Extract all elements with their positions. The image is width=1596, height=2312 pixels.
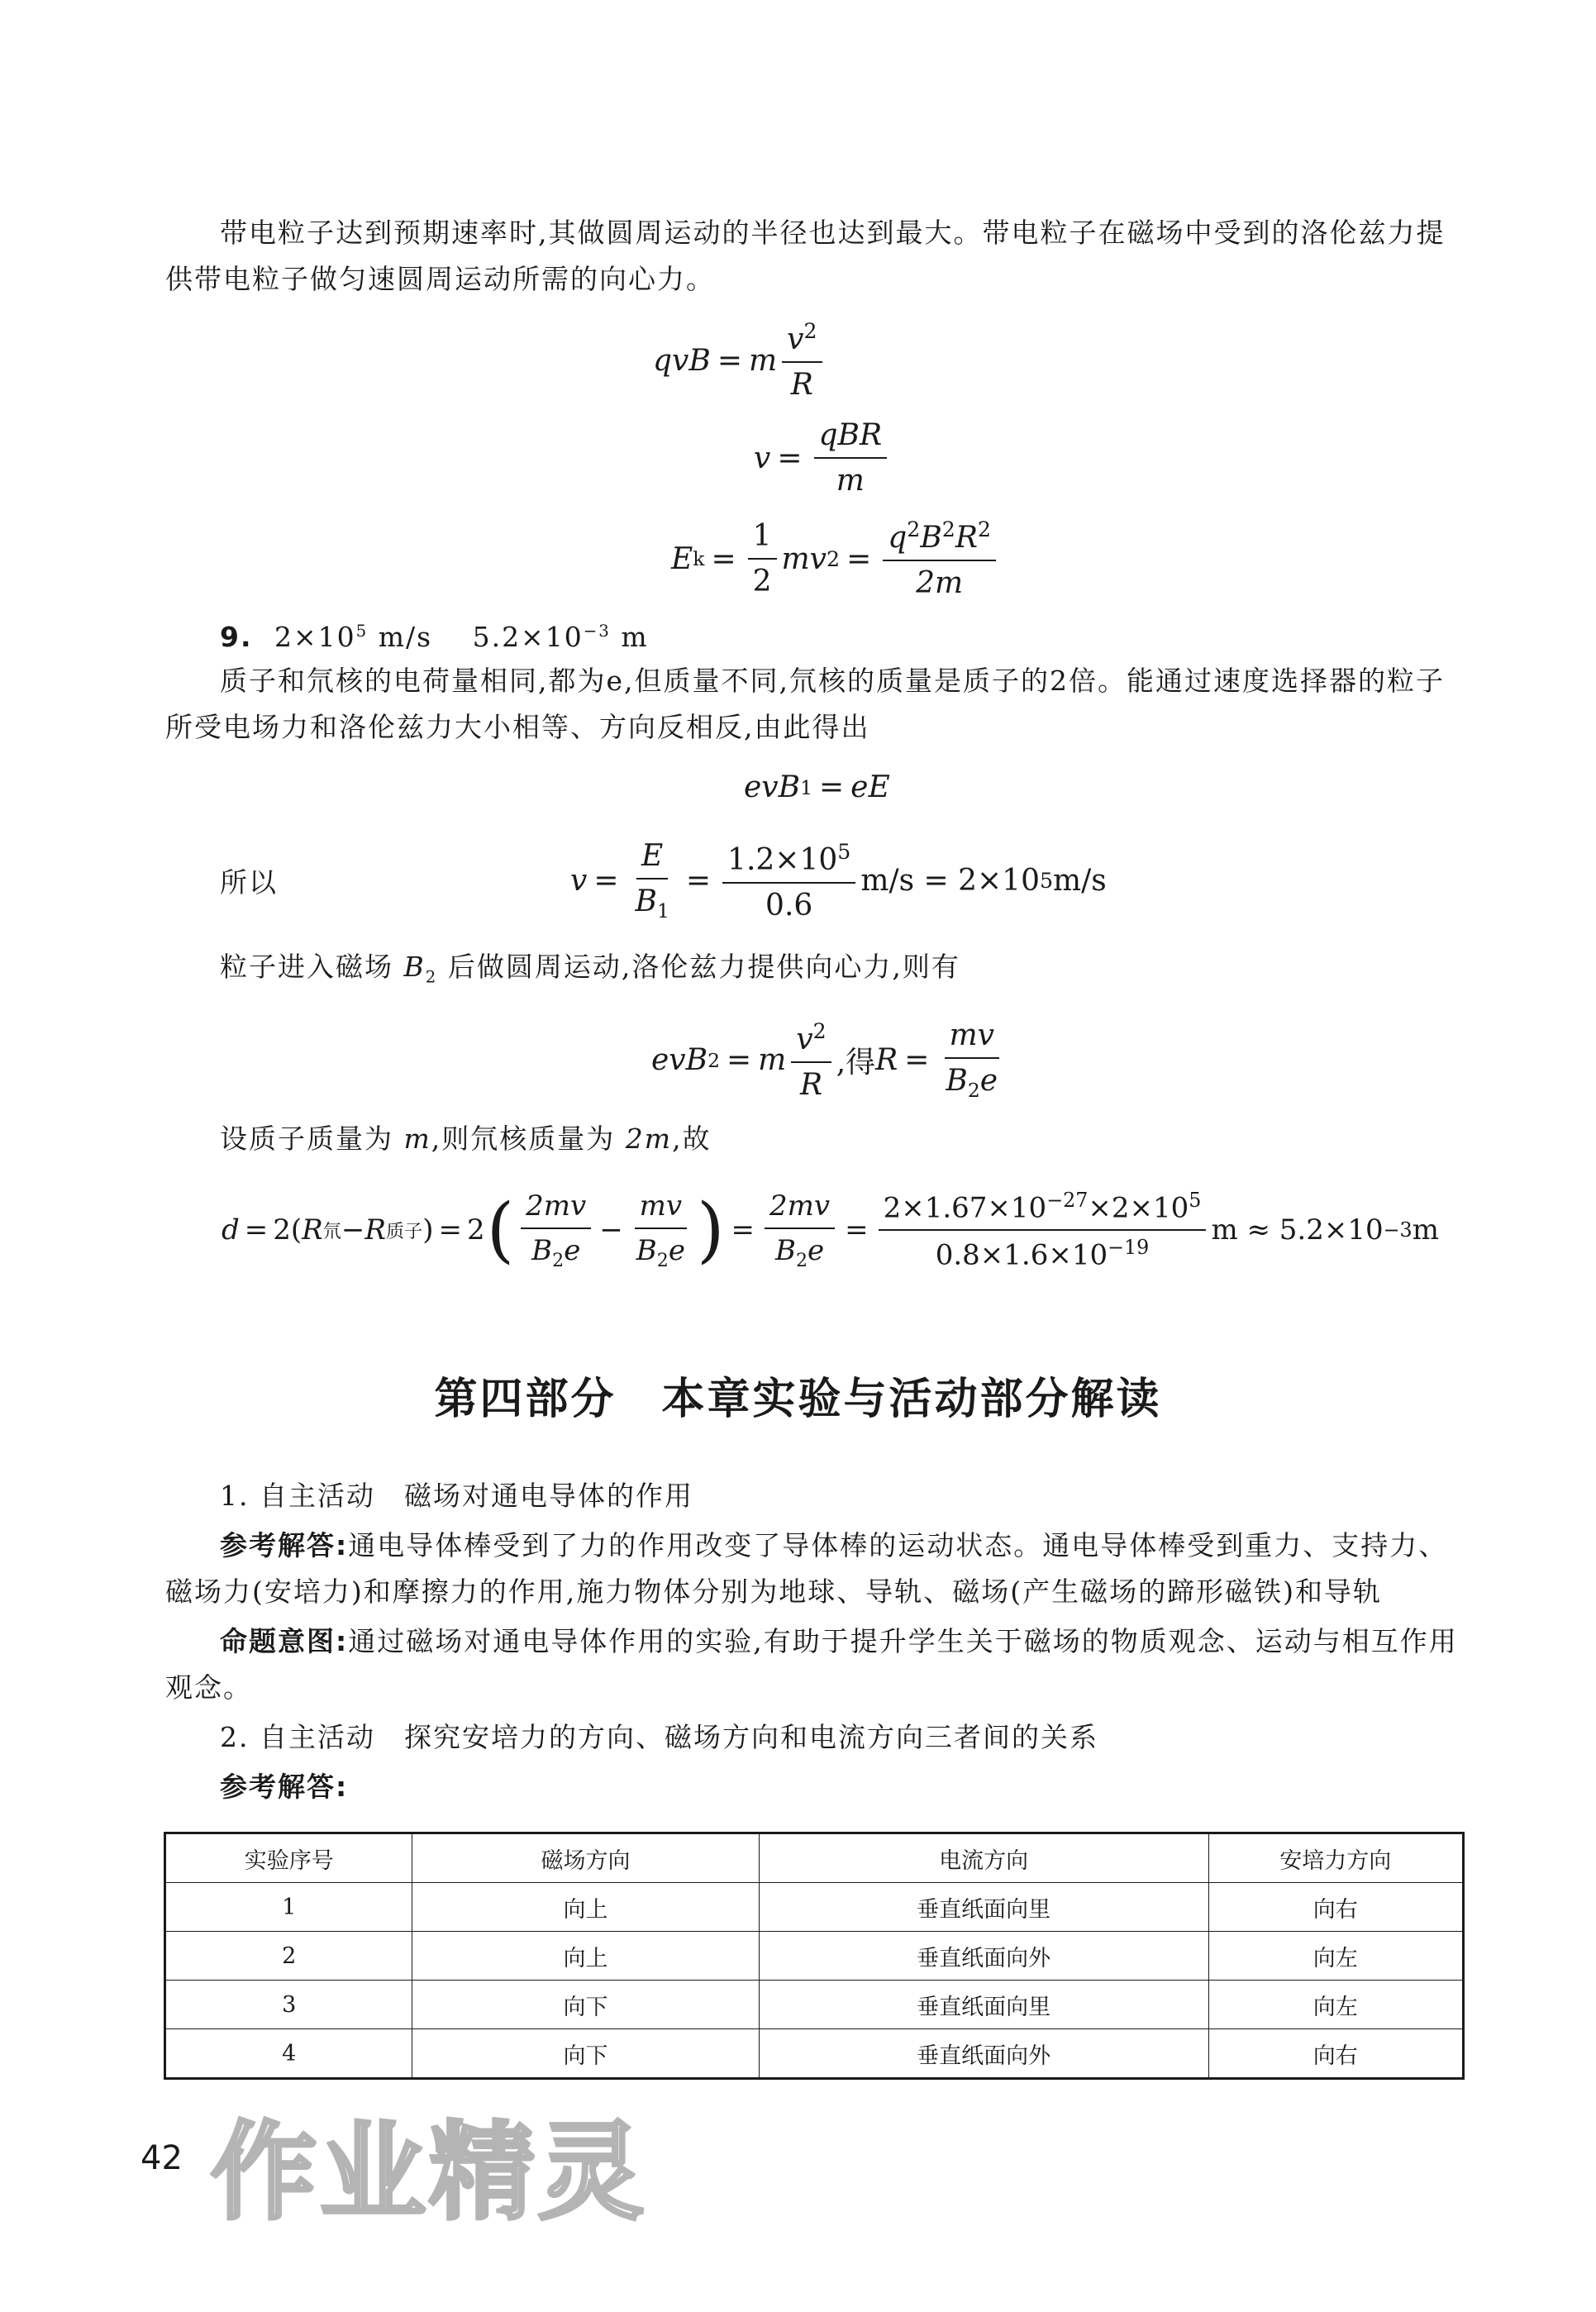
eq7-f4-den: 0.8×1.6×10	[935, 1238, 1108, 1272]
eq5-tail-sup: 5	[1039, 869, 1054, 894]
eq3-b: B	[920, 521, 942, 555]
q9-para3-m: m	[403, 1123, 431, 1155]
activity1-answer-text: 通电导体棒受到了力的作用改变了导体棒的运动状态。通电导体棒受到重力、支持力、磁场力(安培力)和摩擦力的作用,施力物体分别为地球、导轨、磁场(产生磁场的蹄形磁铁)和导轨	[165, 1529, 1448, 1608]
table-cell: 垂直纸面向外	[759, 2029, 1208, 2079]
eq7-equals-4: =	[845, 1213, 869, 1247]
q9-para3-c: ,故	[672, 1123, 712, 1155]
equation-lorentz-centripetal	[653, 319, 827, 402]
equation-radius	[651, 1018, 1008, 1102]
eq7-two: 2	[466, 1213, 485, 1247]
q9-para3-a: 设质子质量为	[220, 1123, 404, 1155]
eq5-tail: m/s = 2×10	[860, 864, 1040, 899]
eq6-r: R	[875, 1043, 898, 1078]
eq6-equals: =	[727, 1043, 752, 1078]
eq3-f1-num: 1	[748, 519, 777, 560]
eq7-f2-den-sub: 2	[656, 1249, 669, 1271]
eq7-r2-sub: 质子	[386, 1220, 423, 1242]
activity2-answer	[165, 1764, 1463, 1810]
eq1-fraction	[782, 319, 822, 402]
q9-para3-2m: 2m	[625, 1123, 673, 1155]
eq7-close: )	[422, 1213, 434, 1247]
eq3-half-fraction	[748, 519, 777, 598]
eq5-tail-unit: m/s	[1053, 864, 1107, 899]
eq1-lhs: qvB	[653, 343, 711, 378]
equation-velocity	[754, 418, 892, 498]
q9-para3-b: ,则氘核质量为	[431, 1123, 626, 1155]
eq7-fraction-4	[879, 1189, 1207, 1272]
q9-answer-line	[165, 608, 1463, 660]
eq2-den: m	[836, 464, 865, 498]
table-cell: 1	[165, 1883, 412, 1932]
equation-separation	[222, 1189, 1439, 1272]
activity1-answer	[165, 1523, 1463, 1615]
activity1-answer-label: 参考解答:	[220, 1529, 349, 1561]
section-heading: 第四部分 本章实验与活动部分解读	[434, 1375, 1162, 1424]
page-number: 42	[141, 2139, 183, 2177]
activity2-answer-label: 参考解答:	[220, 1771, 349, 1803]
eq6-sub: 2	[707, 1048, 720, 1072]
eq5-fraction-2	[722, 840, 855, 922]
q9-para2-b-sub: 2	[425, 967, 438, 987]
intro-paragraph	[165, 210, 1463, 303]
activity1-intent	[165, 1618, 1463, 1711]
activity1-intent-text: 通过磁场对通电导体作用的实验,有助于提升学生关于磁场的物质观念、运动与相互作用观念。	[165, 1625, 1458, 1704]
table-cell: 向右	[1208, 1883, 1463, 1932]
table-row	[165, 1981, 1464, 2029]
eq3-q-sup: 2	[907, 517, 921, 541]
activity1-title	[165, 1473, 1463, 1519]
table-row	[165, 1932, 1464, 1981]
eq7-f2-den: B	[636, 1233, 657, 1267]
table-cell: 向左	[1208, 1932, 1463, 1981]
q9-answer-a-sup: 5	[355, 622, 369, 641]
eq3-lhs: E	[671, 541, 693, 576]
equation-kinetic-energy	[671, 517, 1001, 600]
table-row	[165, 2029, 1464, 2079]
eq6-fraction-1	[791, 1019, 831, 1102]
eq7-f1-num: 2mv	[521, 1189, 591, 1229]
eq6-fraction-2	[941, 1018, 1003, 1102]
eq3-equals-2: =	[846, 541, 872, 576]
q9-paragraph-3	[165, 1116, 1463, 1162]
eq7-f1-den: B	[531, 1233, 553, 1267]
eq5-equals: =	[593, 864, 619, 899]
table-cell: 向右	[1208, 2029, 1463, 2079]
eq2-equals: =	[777, 441, 803, 475]
eq6-num: v	[796, 1022, 813, 1056]
eq2-lhs: v	[754, 441, 771, 475]
eq7-f2-den-e: e	[668, 1233, 685, 1267]
q9-answer-b-unit: m	[610, 621, 649, 653]
table-cell: 向左	[1208, 1981, 1463, 2029]
eq3-lhs-sub: k	[693, 547, 705, 570]
eq7-fraction-3	[765, 1189, 835, 1271]
q9-answer-b-sup: −3	[583, 622, 611, 641]
table-header-cell: 安培力方向	[1208, 1833, 1463, 1883]
eq6-den: R	[799, 1067, 823, 1102]
eq7-f2-num: mv	[635, 1189, 687, 1229]
eq6-lhs: evB	[651, 1043, 708, 1078]
eq3-equals: =	[711, 541, 736, 576]
q9-paragraph-1	[165, 658, 1463, 751]
table-cell: 4	[165, 2029, 412, 2079]
table-row	[165, 1883, 1464, 1932]
eq2-num: qBR	[814, 418, 888, 459]
eq6-den2-e: e	[979, 1064, 998, 1098]
eq7-equals-3: =	[731, 1213, 755, 1247]
eq4-sub: 1	[800, 775, 812, 799]
eq3-r: R	[955, 521, 978, 555]
eq7-r1: R	[302, 1213, 323, 1247]
eq7-f4-num-b: ×2×10	[1088, 1191, 1189, 1225]
q9-number: 9.	[220, 621, 253, 653]
eq7-f3-den-e: e	[808, 1233, 825, 1267]
eq1-num: v	[787, 322, 804, 356]
table-cell: 向下	[412, 2029, 759, 2079]
table-header-row	[165, 1833, 1464, 1883]
table-cell: 垂直纸面向外	[759, 1932, 1208, 1981]
eq7-tail-sup: −3	[1383, 1218, 1413, 1242]
q9-paragraph-2	[165, 944, 1463, 1001]
eq5-lhs: v	[570, 864, 588, 899]
table-cell: 向上	[412, 1932, 759, 1981]
eq5-den2: 0.6	[765, 888, 813, 922]
equation-force-balance	[744, 770, 890, 804]
table-cell: 向下	[412, 1981, 759, 2029]
eq5-fraction-1	[631, 839, 674, 922]
eq1-num-sup: 2	[803, 319, 817, 343]
eq7-tail-unit: m	[1412, 1213, 1439, 1247]
eq7-equals-2: =	[438, 1213, 462, 1247]
eq7-fraction-1	[521, 1189, 591, 1271]
table-header-cell: 实验序号	[165, 1833, 412, 1883]
eq3-f2-den: 2m	[916, 566, 964, 600]
activity1-intent-label: 命题意图:	[220, 1625, 349, 1657]
eq5-num2-sup: 5	[837, 839, 851, 864]
eq7-two-open: 2(	[273, 1213, 303, 1247]
eq7-f3-num: 2mv	[765, 1189, 835, 1229]
suoyi-label	[165, 860, 331, 906]
eq6-den2: B	[946, 1064, 968, 1098]
eq5-den: B	[635, 884, 657, 918]
eq7-f3-den: B	[774, 1233, 796, 1267]
eq4-equals: =	[819, 770, 845, 804]
eq4-rhs: eE	[850, 770, 890, 804]
table-cell: 3	[165, 1981, 412, 2029]
suoyi-text: 所以	[220, 866, 278, 899]
eq6-den2-sub: 2	[967, 1079, 980, 1103]
equation-velocity-value	[570, 839, 1107, 922]
eq3-mv-sup: 2	[827, 546, 841, 571]
eq3-energy-fraction	[883, 517, 996, 600]
table-cell: 向上	[412, 1883, 759, 1932]
activity2-title-text: 2. 自主活动 探究安培力的方向、磁场方向和电流方向三者间的关系	[220, 1721, 1098, 1753]
q9-para2-b: B	[403, 951, 426, 983]
table-cell: 2	[165, 1932, 412, 1981]
eq5-equals-2: =	[685, 864, 712, 899]
q9-answer-b: 5.2×10	[472, 621, 584, 653]
eq6-equals-2: =	[904, 1043, 930, 1078]
eq7-d: d	[222, 1213, 240, 1247]
eq7-tail: m ≈ 5.2×10	[1211, 1213, 1384, 1247]
q9-para1-text: 质子和氘核的电荷量相同,都为e,但质量不同,氘核的质量是质子的2倍。能通过速度选择器的粒子所受电场力和洛伦兹力大小相等、方向反相反,由此得出	[165, 665, 1445, 743]
eq7-minus: −	[341, 1213, 365, 1247]
eq7-r2: R	[364, 1213, 386, 1247]
eq7-minus-2: −	[599, 1213, 623, 1247]
q9-para2-c: 后做圆周运动,洛伦兹力提供向心力,则有	[437, 951, 960, 983]
activity1-title-text: 1. 自主活动 磁场对通电导体的作用	[220, 1480, 693, 1512]
q9-answer-a-unit: m/s	[368, 621, 433, 653]
table-cell: 垂直纸面向里	[759, 1981, 1208, 2029]
eq2-fraction	[814, 418, 888, 498]
eq1-den: R	[790, 368, 813, 402]
eq7-f4-den-sup: −19	[1108, 1236, 1150, 1260]
eq3-b-sup: 2	[941, 517, 955, 541]
watermark-logo: 作业精灵	[211, 2111, 648, 2234]
eq7-fraction-2	[631, 1189, 690, 1271]
table-header-cell: 磁场方向	[412, 1833, 759, 1883]
q9-para2-a: 粒子进入磁场	[220, 951, 404, 983]
eq7-f3-den-sub: 2	[795, 1249, 808, 1271]
eq6-num2: mv	[945, 1018, 999, 1059]
eq3-mv: mv	[781, 541, 827, 576]
eq6-mid: ,得	[836, 1046, 876, 1080]
eq7-f4-num-b-sup: 5	[1189, 1189, 1202, 1212]
activity2-title	[165, 1714, 1463, 1761]
eq3-f1-den: 2	[752, 565, 772, 598]
table-cell: 垂直纸面向里	[759, 1883, 1208, 1932]
eq7-r1-sub: 氘	[322, 1220, 341, 1242]
eq7-equals: =	[244, 1213, 269, 1247]
eq1-equals: =	[717, 343, 743, 378]
eq1-m: m	[749, 343, 778, 378]
eq7-f1-den-e: e	[564, 1233, 581, 1267]
eq5-num: E	[636, 839, 668, 880]
eq6-m: m	[758, 1043, 787, 1078]
eq7-f4-num-a-sup: −27	[1046, 1189, 1089, 1212]
eq3-r-sup: 2	[977, 517, 991, 541]
eq7-f1-den-sub: 2	[552, 1249, 565, 1271]
eq5-num2: 1.2×10	[727, 842, 838, 877]
eq7-f4-num-a: 2×1.67×10	[883, 1191, 1047, 1225]
eq4-lhs: evB	[744, 770, 801, 804]
experiment-table	[164, 1832, 1465, 2080]
eq5-den-sub: 1	[656, 899, 669, 923]
q9-answer-a: 2×10	[274, 621, 356, 653]
table-header-cell: 电流方向	[759, 1833, 1208, 1883]
eq7-lparen: (	[486, 1189, 515, 1272]
eq6-num-sup: 2	[812, 1018, 827, 1043]
eq7-rparen: )	[696, 1189, 725, 1272]
eq3-q: q	[888, 521, 908, 555]
intro-text: 带电粒子达到预期速率时,其做圆周运动的半径也达到最大。带电粒子在磁场中受到的洛伦兹力提供带电粒子做匀速圆周运动所需的向心力。	[165, 217, 1446, 295]
